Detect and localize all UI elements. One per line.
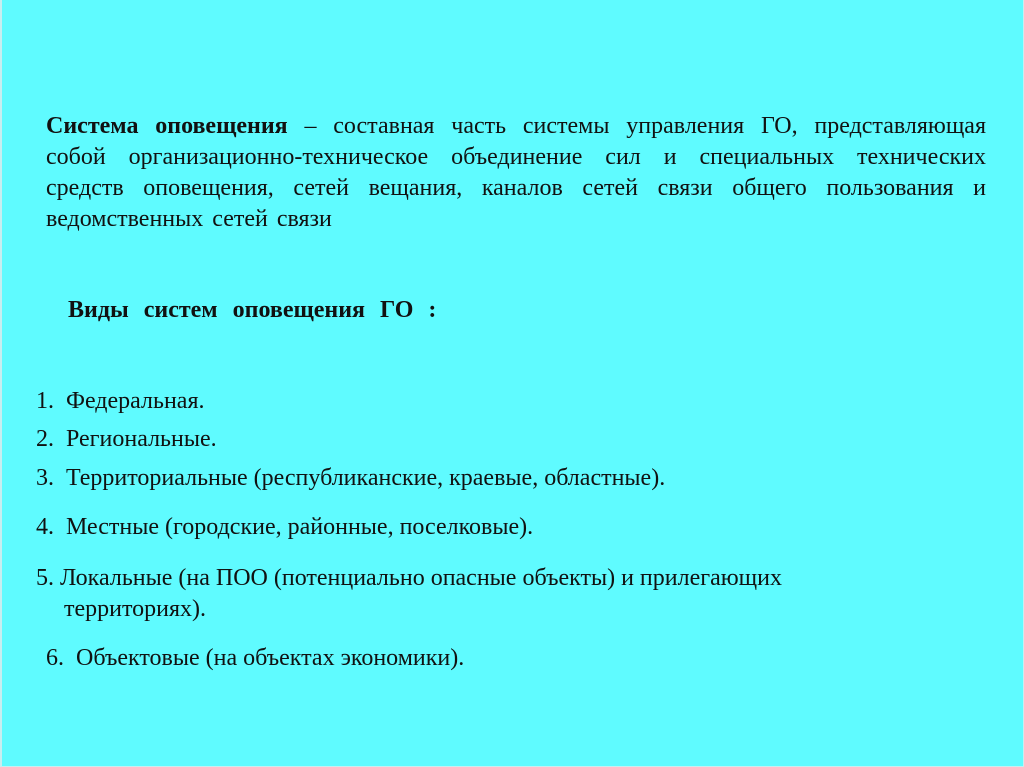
- list-item-text-continuation: территориях).: [64, 596, 207, 622]
- list-item-text: Региональные.: [66, 426, 217, 452]
- list-item: [36, 512, 533, 543]
- list-item-number: 5.: [36, 565, 54, 591]
- list-item-text: Территориальные (республиканские, краевые, областные).: [66, 465, 666, 491]
- list-item-text: Объектовые (на объектах экономики).: [76, 645, 465, 671]
- list-item-text: Местные (городские, районные, поселковые).: [66, 514, 534, 540]
- definition-term: Система оповещения: [46, 113, 288, 139]
- list-item-number: 3.: [36, 465, 54, 491]
- list-item-number: 1.: [36, 388, 54, 414]
- definition-paragraph: [46, 111, 986, 235]
- subheading: Виды систем оповещения ГО :: [68, 297, 437, 323]
- definition-text: – составная часть системы управления ГО, представляющая собой организационно-техническое объединение сил и специальных технических средств оповещения, сетей вещания, каналов сетей связи общего пользования и ведомственных сетей связи: [46, 113, 987, 232]
- list-item-text: Федеральная.: [66, 388, 205, 414]
- list-item: [36, 386, 204, 417]
- list-item-number: 2.: [36, 426, 54, 452]
- list-item-text: Локальные (на ПОО (потенциально опасные объекты) и прилегающих: [60, 565, 782, 591]
- list-item: [36, 563, 782, 625]
- list-item-number: 4.: [36, 514, 54, 540]
- list-item: [36, 463, 665, 494]
- list-item-number: 6.: [46, 645, 64, 671]
- list-item: [46, 643, 464, 674]
- list-item: [36, 424, 217, 455]
